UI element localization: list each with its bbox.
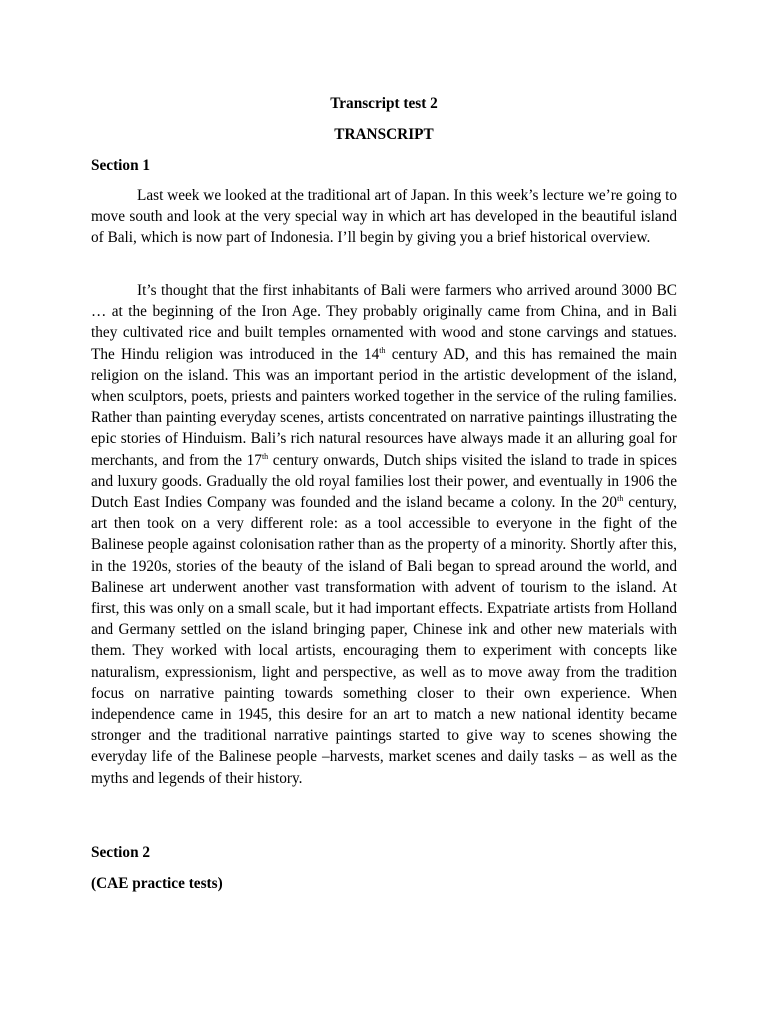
- document-subtitle: TRANSCRIPT: [334, 126, 434, 143]
- paragraph-2-text-part-2: century AD, and this has remained the main religion on the island. This was an important period in the artistic development of the island, when sculptors, poets, priests and painters worked together in the service of the ruling families. Rather than painting everyday scenes, artists concentrated on narrative paintings illustrating the epic stories of Hinduism. Bali’s rich natural resources have always made it an alluring goal for merchants, and from the 17: [91, 345, 677, 469]
- section-2-note: (CAE practice tests): [91, 875, 223, 892]
- ordinal-suffix-17th: th: [261, 451, 269, 461]
- section-1-paragraph-1: Last week we looked at the traditional art of Japan. In this week’s lecture we’re going to move south and look at the very special way in which art has developed in the beautiful island of Bali, which is now part of Indonesia. I’ll begin by giving you a brief historical overview.: [91, 187, 677, 247]
- ordinal-suffix-20th: th: [617, 493, 624, 503]
- document-title: Transcript test 2: [330, 95, 438, 112]
- paragraph-2-text-part-3: century onwards, Dutch ships visited the island to trade in spices and luxury goods. Gradually the old royal families lost their power, and eventually in 1906 the Dutch East Indies Company was founded and the island became a colony. In the 20: [91, 451, 677, 512]
- paragraph-2-text-part-4: century, art then took on a very different role: as a tool accessible to everyone in the fight of the Balinese people against colonisation rather than as the property of a minority. Shortly after this, in the 1920s, stories of the beauty of the island of Bali began to spread around the world, and Balinese art underwent another vast transformation with advent of tourism to the island. At first, this was only on a small scale, but it had important effects. Expatriate artists from Holland and Germany settled on the island bringing paper, Chinese ink and other new materials with them. They worked with local artists, encouraging them to experiment with concepts like naturalism, expressionism, light and perspective, as well as to move away from the tradition focus on narrative painting towards something closer to their own experience. When independence came in 1945, this desire for an art to match a new national identity became stronger and the traditional narrative paintings started to give way to scenes showing the everyday life of the Balinese people –harvests, market scenes and daily tasks – as well as the myths and legends of their history.: [91, 494, 677, 787]
- section-2-heading: Section 2: [91, 844, 151, 861]
- section-1-heading: Section 1: [91, 157, 151, 174]
- ordinal-suffix-14th: th: [379, 345, 386, 355]
- section-1-paragraph-2: [91, 280, 677, 789]
- paragraph-2-text-part-1: It’s thought that the first inhabitants of Bali were farmers who arrived around 3000 BC … at the beginning of the Iron Age. They probably originally came from China, and in Bali they cultivated rice and built temples ornamented with wood and stone carvings and statues. The Hindu religion was introduced in the 14: [91, 282, 677, 363]
